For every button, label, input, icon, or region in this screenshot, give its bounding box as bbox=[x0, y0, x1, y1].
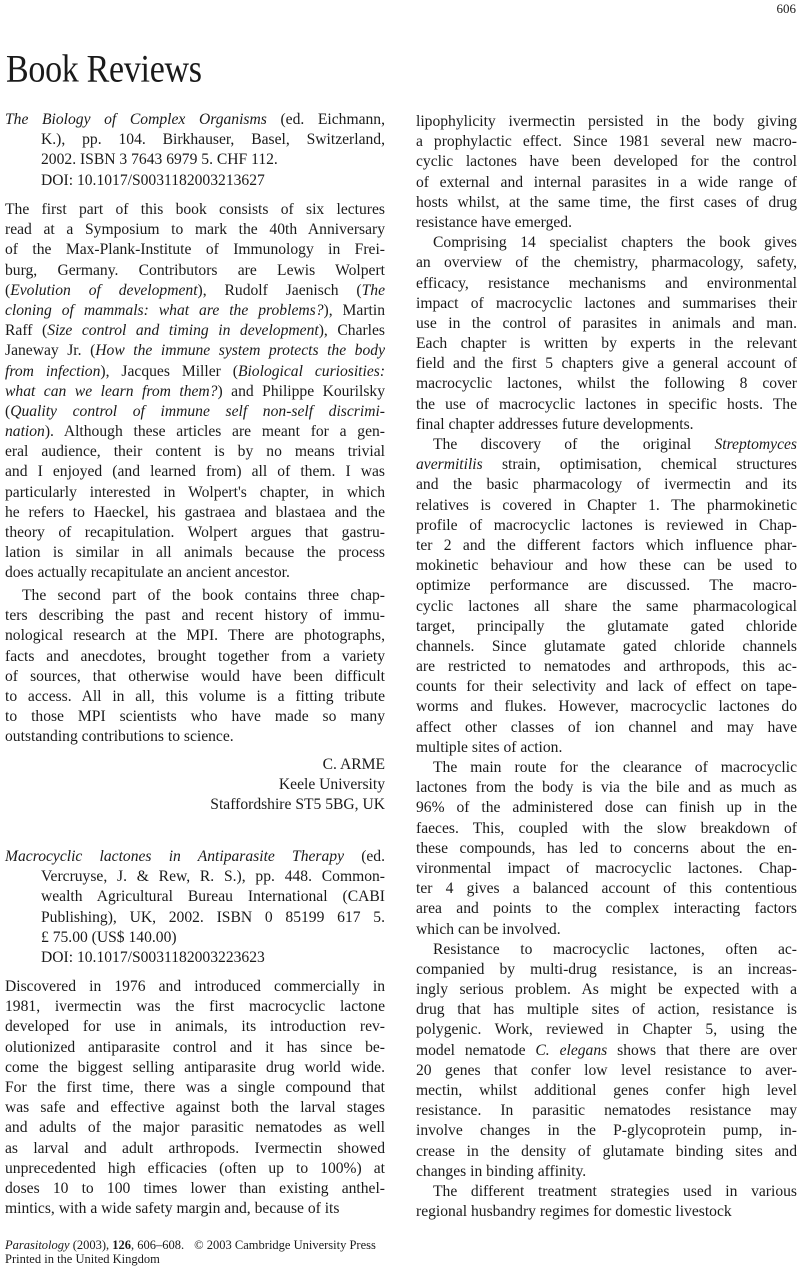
text-run: and I enjoyed (and learned from) all of them. I was bbox=[5, 463, 385, 481]
italic-text: from infection bbox=[5, 362, 101, 380]
text-line bbox=[416, 1081, 797, 1101]
text-run: relatives is covered in Chapter 1. The pharmokinetic bbox=[416, 496, 797, 514]
text-run: affect other classes of ion channel and may have bbox=[416, 718, 797, 736]
text-run: faeces. This, coupled with the slow breakdown of bbox=[416, 819, 797, 837]
text-line bbox=[416, 1182, 797, 1202]
footer-printed: Printed in the United Kingdom bbox=[5, 1252, 160, 1266]
text-line bbox=[416, 617, 797, 637]
text-run: strain, optimisation, chemical structures bbox=[482, 456, 797, 474]
text-line bbox=[5, 667, 385, 687]
text-run: 2002. ISBN 3 7643 6979 5. CHF 112. bbox=[41, 151, 278, 169]
italic-text: Macrocyclic lactones in Antiparasite Therapy bbox=[5, 848, 344, 865]
text-run: come the biggest selling antiparasite drug world wide. bbox=[5, 1058, 385, 1076]
text-line bbox=[416, 798, 797, 818]
text-line bbox=[5, 606, 385, 626]
text-run: ), Charles bbox=[318, 322, 385, 340]
italic-text: what can we learn from them? bbox=[5, 382, 218, 400]
text-line bbox=[5, 586, 385, 606]
text-run: mokinetic behaviour and how these can be used to bbox=[416, 557, 797, 575]
text-run: use in the control of parasites in animals and man. bbox=[416, 314, 797, 332]
italic-text: Biological curiosities: bbox=[237, 362, 386, 380]
text-run: ). Although these articles are meant for a gen- bbox=[44, 423, 385, 441]
text-line bbox=[416, 132, 797, 152]
text-run: changes in binding affinity. bbox=[416, 1162, 587, 1180]
right-column bbox=[416, 112, 797, 1222]
text-line bbox=[416, 455, 797, 475]
text-line bbox=[416, 294, 797, 314]
text-line bbox=[416, 980, 797, 1000]
text-run: Janeway Jr. ( bbox=[5, 342, 96, 360]
text-line bbox=[5, 281, 385, 301]
text-line bbox=[5, 867, 385, 887]
text-run: shows that there are over bbox=[607, 1041, 797, 1059]
text-line bbox=[5, 543, 385, 563]
text-line bbox=[5, 1017, 385, 1037]
text-run: channels. Since glutamate gated chloride channels bbox=[416, 637, 797, 655]
text-run: profile of macrocyclic lactones is reviewed in Chap- bbox=[416, 516, 797, 534]
text-line bbox=[5, 220, 385, 240]
text-run: ters describing the past and recent history of immu- bbox=[5, 607, 385, 625]
text-line bbox=[5, 1058, 385, 1078]
text-line bbox=[416, 657, 797, 677]
text-run: DOI: 10.1017/S0031182003223623 bbox=[41, 948, 265, 966]
text-run: regional husbandry regimes for domestic livestock bbox=[416, 1203, 732, 1221]
italic-text: How the immune system protects the body bbox=[95, 342, 385, 360]
text-run: mectin, whilst additional genes confer high level bbox=[416, 1082, 797, 1099]
text-run: K.), pp. 104. Birkhauser, Basel, Switzerland, bbox=[41, 131, 385, 149]
page-number: 606 bbox=[776, 1, 796, 16]
text-line bbox=[5, 1199, 385, 1219]
text-line bbox=[5, 908, 385, 928]
text-run: Vercruyse, J. & Rew, R. S.), pp. 448. Common- bbox=[41, 868, 385, 886]
paragraph bbox=[5, 200, 385, 584]
text-line bbox=[5, 261, 385, 281]
text-run: £ 75.00 (US$ 140.00) bbox=[41, 928, 177, 946]
text-run: worms and flukes. However, macrocyclic lactones do bbox=[416, 698, 797, 716]
text-run: ), Martin bbox=[323, 301, 385, 319]
text-run: (ed. bbox=[344, 848, 385, 865]
paragraph bbox=[416, 940, 797, 1182]
text-line bbox=[416, 415, 797, 435]
text-run: Publishing), UK, 2002. ISBN 0 85199 617 5. bbox=[41, 908, 385, 926]
text-line bbox=[5, 462, 385, 482]
text-run: of sources, that otherwise would have been difficult bbox=[5, 667, 385, 685]
text-run: to those MPI scientists who have made so many bbox=[5, 708, 385, 726]
text-run: vironmental impact of macrocyclic lactones. Chap- bbox=[416, 859, 797, 877]
text-run: read at a Symposium to mark the 40th Anniversary bbox=[5, 221, 385, 239]
text-line bbox=[416, 879, 797, 899]
paragraph bbox=[416, 435, 797, 758]
text-run: The different treatment strategies used in various bbox=[433, 1182, 797, 1200]
text-run: a prophylactic effect. Since 1981 several new macro- bbox=[416, 133, 797, 151]
reviewer-signature bbox=[5, 755, 385, 816]
text-line bbox=[416, 1142, 797, 1162]
text-run: theory of recapitulation. Wolpert argues that gastru- bbox=[5, 524, 385, 541]
text-run: 96% of the administered dose can finish up in the bbox=[416, 799, 797, 817]
text-line bbox=[416, 193, 797, 213]
italic-text: Evolution of development bbox=[10, 281, 198, 299]
text-line bbox=[416, 536, 797, 556]
text-line bbox=[5, 997, 385, 1017]
text-line bbox=[416, 152, 797, 172]
italic-text: Streptomyces bbox=[714, 436, 797, 453]
text-line bbox=[5, 707, 385, 727]
footer-volume: 126 bbox=[112, 1238, 132, 1252]
text-line bbox=[416, 677, 797, 697]
text-line bbox=[416, 758, 797, 778]
text-line bbox=[416, 920, 797, 940]
text-run: efficacy, resistance mechanisms and environmental bbox=[416, 274, 797, 292]
text-run: resistance have emerged. bbox=[416, 213, 573, 231]
footer-year: (2003), bbox=[69, 1238, 113, 1252]
text-line bbox=[416, 819, 797, 839]
text-run: The main route for the clearance of macrocyclic bbox=[433, 759, 797, 776]
text-run: particularly interested in Wolpert's chapter, in which bbox=[5, 483, 385, 501]
text-line bbox=[5, 1098, 385, 1118]
text-run: target, principally the glutamate gated chloride bbox=[416, 617, 797, 635]
text-line bbox=[416, 1202, 797, 1222]
text-line bbox=[416, 899, 797, 919]
text-run: to access. All in all, this volume is a fitting tribute bbox=[5, 687, 385, 705]
text-run: Raff ( bbox=[5, 322, 48, 340]
italic-text: Quality control of immune self non-self discrimi- bbox=[10, 402, 385, 420]
text-run: Staffordshire ST5 5BG, UK bbox=[210, 796, 385, 814]
text-line bbox=[416, 496, 797, 516]
text-run: are restricted to nematodes and arthropods, this ac- bbox=[416, 658, 797, 676]
text-line bbox=[5, 687, 385, 707]
italic-text: The bbox=[361, 281, 385, 299]
text-run: multiple sites of action. bbox=[416, 738, 563, 756]
footer-journal: Parasitology bbox=[5, 1238, 70, 1252]
text-line bbox=[5, 130, 385, 150]
text-line bbox=[416, 274, 797, 294]
text-line bbox=[416, 253, 797, 273]
text-run: and the basic pharmacology of ivermectin and its bbox=[416, 476, 797, 494]
text-line bbox=[416, 354, 797, 374]
paragraph bbox=[416, 758, 797, 940]
text-run: DOI: 10.1017/S0031182003213627 bbox=[41, 171, 265, 189]
text-line bbox=[5, 755, 385, 775]
text-run: was safe and effective against both the larval stages bbox=[5, 1099, 385, 1117]
text-run: as larval and adult arthropods. Ivermectin showed bbox=[5, 1139, 385, 1157]
text-run: mintics, with a wide safety margin and, because of its bbox=[5, 1200, 340, 1218]
text-line bbox=[5, 341, 385, 361]
text-line bbox=[5, 150, 385, 170]
review-citation bbox=[5, 847, 385, 968]
text-run: impact of macrocyclic lactones and summarises their bbox=[416, 294, 797, 312]
text-line bbox=[5, 171, 385, 191]
text-line bbox=[416, 697, 797, 717]
italic-text: C. elegans bbox=[535, 1041, 608, 1059]
text-line bbox=[5, 1118, 385, 1138]
text-run: The discovery of the original bbox=[433, 436, 715, 453]
text-line bbox=[416, 233, 797, 253]
text-run: doses 10 to 100 times lower than existing anthel- bbox=[5, 1179, 385, 1197]
text-run: final chapter addresses future developments. bbox=[416, 415, 694, 433]
italic-text: Size control and timing in development bbox=[47, 322, 319, 340]
text-run: ter 2 and the different factors which influence phar- bbox=[416, 536, 797, 554]
text-line bbox=[416, 778, 797, 798]
text-line bbox=[5, 775, 385, 795]
text-line bbox=[416, 1041, 797, 1061]
italic-text: cloning of mammals: what are the problems? bbox=[5, 301, 324, 319]
text-line bbox=[5, 1179, 385, 1199]
text-run: an overview of the chemistry, pharmacology, safety, bbox=[416, 254, 797, 272]
text-run: Comprising 14 specialist chapters the book gives bbox=[433, 234, 797, 252]
italic-text: The Biology of Complex Organisms bbox=[5, 111, 267, 128]
text-run: model nematode bbox=[416, 1041, 536, 1059]
paragraph bbox=[416, 233, 797, 435]
text-line bbox=[416, 718, 797, 738]
text-line bbox=[5, 110, 385, 130]
text-run: ), Rudolf Jaenisch ( bbox=[197, 281, 362, 299]
text-line bbox=[416, 859, 797, 879]
text-line bbox=[416, 738, 797, 758]
text-run: cyclic lactones all share the same pharmacological bbox=[416, 597, 797, 615]
text-run: nological research at the MPI. There are photographs, bbox=[5, 627, 385, 645]
text-run: drug that has multiple sites of action, resistance is bbox=[416, 1001, 797, 1019]
text-run: The first part of this book consists of six lectures bbox=[5, 201, 385, 218]
review-citation bbox=[5, 110, 385, 191]
text-run: polygenic. Work, reviewed in Chapter 5, using the bbox=[416, 1021, 797, 1039]
text-run: of the Max-Plank-Institute of Immunology in Frei- bbox=[5, 241, 385, 259]
italic-text: avermitilis bbox=[416, 456, 483, 474]
paragraph bbox=[416, 112, 797, 233]
text-line bbox=[5, 362, 385, 382]
text-run: outstanding contributions to science. bbox=[5, 728, 234, 746]
text-run: unprecedented high efficacies (often up to 100%) at bbox=[5, 1159, 385, 1177]
text-line bbox=[416, 637, 797, 657]
text-run: olutionized antiparasite control and it has since be- bbox=[5, 1038, 385, 1056]
footer-copyright: © 2003 Cambridge University Press bbox=[194, 1238, 376, 1252]
text-line bbox=[416, 1000, 797, 1020]
text-run: burg, Germany. Contributors are Lewis Wolpert bbox=[5, 261, 385, 279]
text-run: macrocyclic lactones, whilst the following 8 cover bbox=[416, 375, 797, 393]
text-line bbox=[5, 382, 385, 402]
text-line bbox=[5, 887, 385, 907]
section-title: Book Reviews bbox=[6, 48, 202, 91]
text-run: 1981, ivermectin was the first macrocyclic lactone bbox=[5, 998, 385, 1016]
text-run: cyclic lactones have been developed for the control bbox=[416, 153, 797, 171]
text-run: 20 genes that confer low level resistance to aver- bbox=[416, 1061, 797, 1079]
text-line bbox=[416, 374, 797, 394]
text-run: counts for their selectivity and lack of effect on tape- bbox=[416, 678, 797, 696]
text-line bbox=[416, 1121, 797, 1141]
paragraph bbox=[416, 1182, 797, 1222]
text-run: these compounds, has led to concerns about the en- bbox=[416, 839, 797, 857]
text-run: area and points to the complex interacting factors bbox=[416, 900, 797, 918]
text-run: ingly serious problem. As might be expected with a bbox=[416, 981, 797, 999]
text-run: eral audience, their content is by no means trivial bbox=[5, 443, 385, 461]
text-run: ), Jacques Miller ( bbox=[100, 362, 238, 380]
text-line bbox=[416, 435, 797, 455]
text-run: which can be involved. bbox=[416, 920, 561, 938]
text-line bbox=[416, 395, 797, 415]
text-line bbox=[416, 516, 797, 536]
text-line bbox=[416, 314, 797, 334]
text-run: ter 4 gives a balanced account of this contentious bbox=[416, 880, 797, 898]
text-run: involve changes in the P-glycoprotein pump, in- bbox=[416, 1122, 797, 1140]
page-footer bbox=[5, 1238, 376, 1266]
text-line bbox=[416, 334, 797, 354]
text-line bbox=[5, 402, 385, 422]
text-run: Discovered in 1976 and introduced commercially in bbox=[5, 978, 385, 995]
text-run: optimize performance are discussed. The macro- bbox=[416, 577, 797, 595]
text-line bbox=[416, 1162, 797, 1182]
text-line bbox=[416, 112, 797, 132]
text-line bbox=[5, 523, 385, 543]
text-run: Each chapter is written by experts in the relevant bbox=[416, 335, 797, 353]
text-run: he refers to Haeckel, his gastraea and blastaea and the bbox=[5, 503, 385, 521]
text-line bbox=[5, 200, 385, 220]
text-line bbox=[416, 173, 797, 193]
text-line bbox=[5, 977, 385, 997]
text-line bbox=[5, 847, 385, 867]
text-line bbox=[5, 1159, 385, 1179]
text-run: Keele University bbox=[278, 776, 385, 794]
text-run: ( bbox=[5, 402, 11, 420]
text-line bbox=[5, 483, 385, 503]
text-run: facts and anecdotes, brought together from a variety bbox=[5, 647, 385, 665]
text-run: ) and Philippe Kourilsky bbox=[217, 382, 385, 400]
text-line bbox=[416, 1101, 797, 1121]
text-run: For the first time, there was a single compound that bbox=[5, 1078, 385, 1096]
text-line bbox=[5, 948, 385, 968]
text-line bbox=[5, 647, 385, 667]
footer-pages: , 606–608. bbox=[131, 1238, 185, 1252]
text-run: crease in the density of glutamate binding sites and bbox=[416, 1142, 797, 1160]
paragraph bbox=[5, 586, 385, 748]
text-line bbox=[5, 301, 385, 321]
text-run: lipophylicity ivermectin persisted in the body giving bbox=[416, 113, 797, 130]
text-run: developed for use in animals, its introduction rev- bbox=[5, 1018, 385, 1036]
text-run: wealth Agricultural Bureau International (CABI bbox=[41, 888, 385, 906]
text-line bbox=[5, 442, 385, 462]
text-run: lactones from the body is via the bile and as much as bbox=[416, 779, 797, 797]
text-line bbox=[416, 1020, 797, 1040]
text-line bbox=[5, 240, 385, 260]
text-line bbox=[5, 503, 385, 523]
text-line bbox=[416, 556, 797, 576]
text-run: (ed. Eichmann, bbox=[266, 111, 386, 128]
text-line bbox=[416, 839, 797, 859]
text-line bbox=[5, 795, 385, 815]
text-line bbox=[5, 1078, 385, 1098]
text-line bbox=[5, 422, 385, 442]
text-line bbox=[416, 597, 797, 617]
text-run: companied by multi-drug resistance, is an increas- bbox=[416, 960, 797, 978]
text-line bbox=[416, 940, 797, 960]
text-line bbox=[5, 1038, 385, 1058]
italic-text: nation bbox=[5, 423, 45, 441]
text-line bbox=[416, 213, 797, 233]
text-line bbox=[5, 321, 385, 341]
text-run: Resistance to macrocyclic lactones, often ac- bbox=[433, 940, 797, 958]
text-line bbox=[5, 1139, 385, 1159]
text-run: does actually recapitulate an ancient ancestor. bbox=[5, 564, 290, 582]
text-run: and adults of the major parasitic nematodes as well bbox=[5, 1119, 385, 1137]
text-line bbox=[416, 475, 797, 495]
text-line bbox=[5, 727, 385, 747]
text-line bbox=[5, 626, 385, 646]
paragraph bbox=[5, 977, 385, 1219]
text-run: hosts whilst, at the same time, the first cases of drug bbox=[416, 193, 797, 211]
text-run: field and the first 5 chapters give a general account of bbox=[416, 355, 797, 373]
text-line bbox=[416, 960, 797, 980]
text-line bbox=[416, 576, 797, 596]
text-run: of external and internal parasites in a wide range of bbox=[416, 173, 797, 191]
footer-citation bbox=[5, 1238, 376, 1252]
text-run: resistance. In parasitic nematodes resistance may bbox=[416, 1102, 797, 1120]
text-line bbox=[5, 563, 385, 583]
text-run: lation is similar in all animals because the process bbox=[5, 544, 385, 562]
text-run: the use of macrocyclic lactones in specific hosts. The bbox=[416, 395, 797, 413]
text-line bbox=[416, 1061, 797, 1081]
text-run: C. ARME bbox=[322, 756, 385, 773]
text-line bbox=[5, 928, 385, 948]
text-run: ( bbox=[5, 281, 11, 299]
text-run: The second part of the book contains three chap- bbox=[22, 587, 385, 604]
